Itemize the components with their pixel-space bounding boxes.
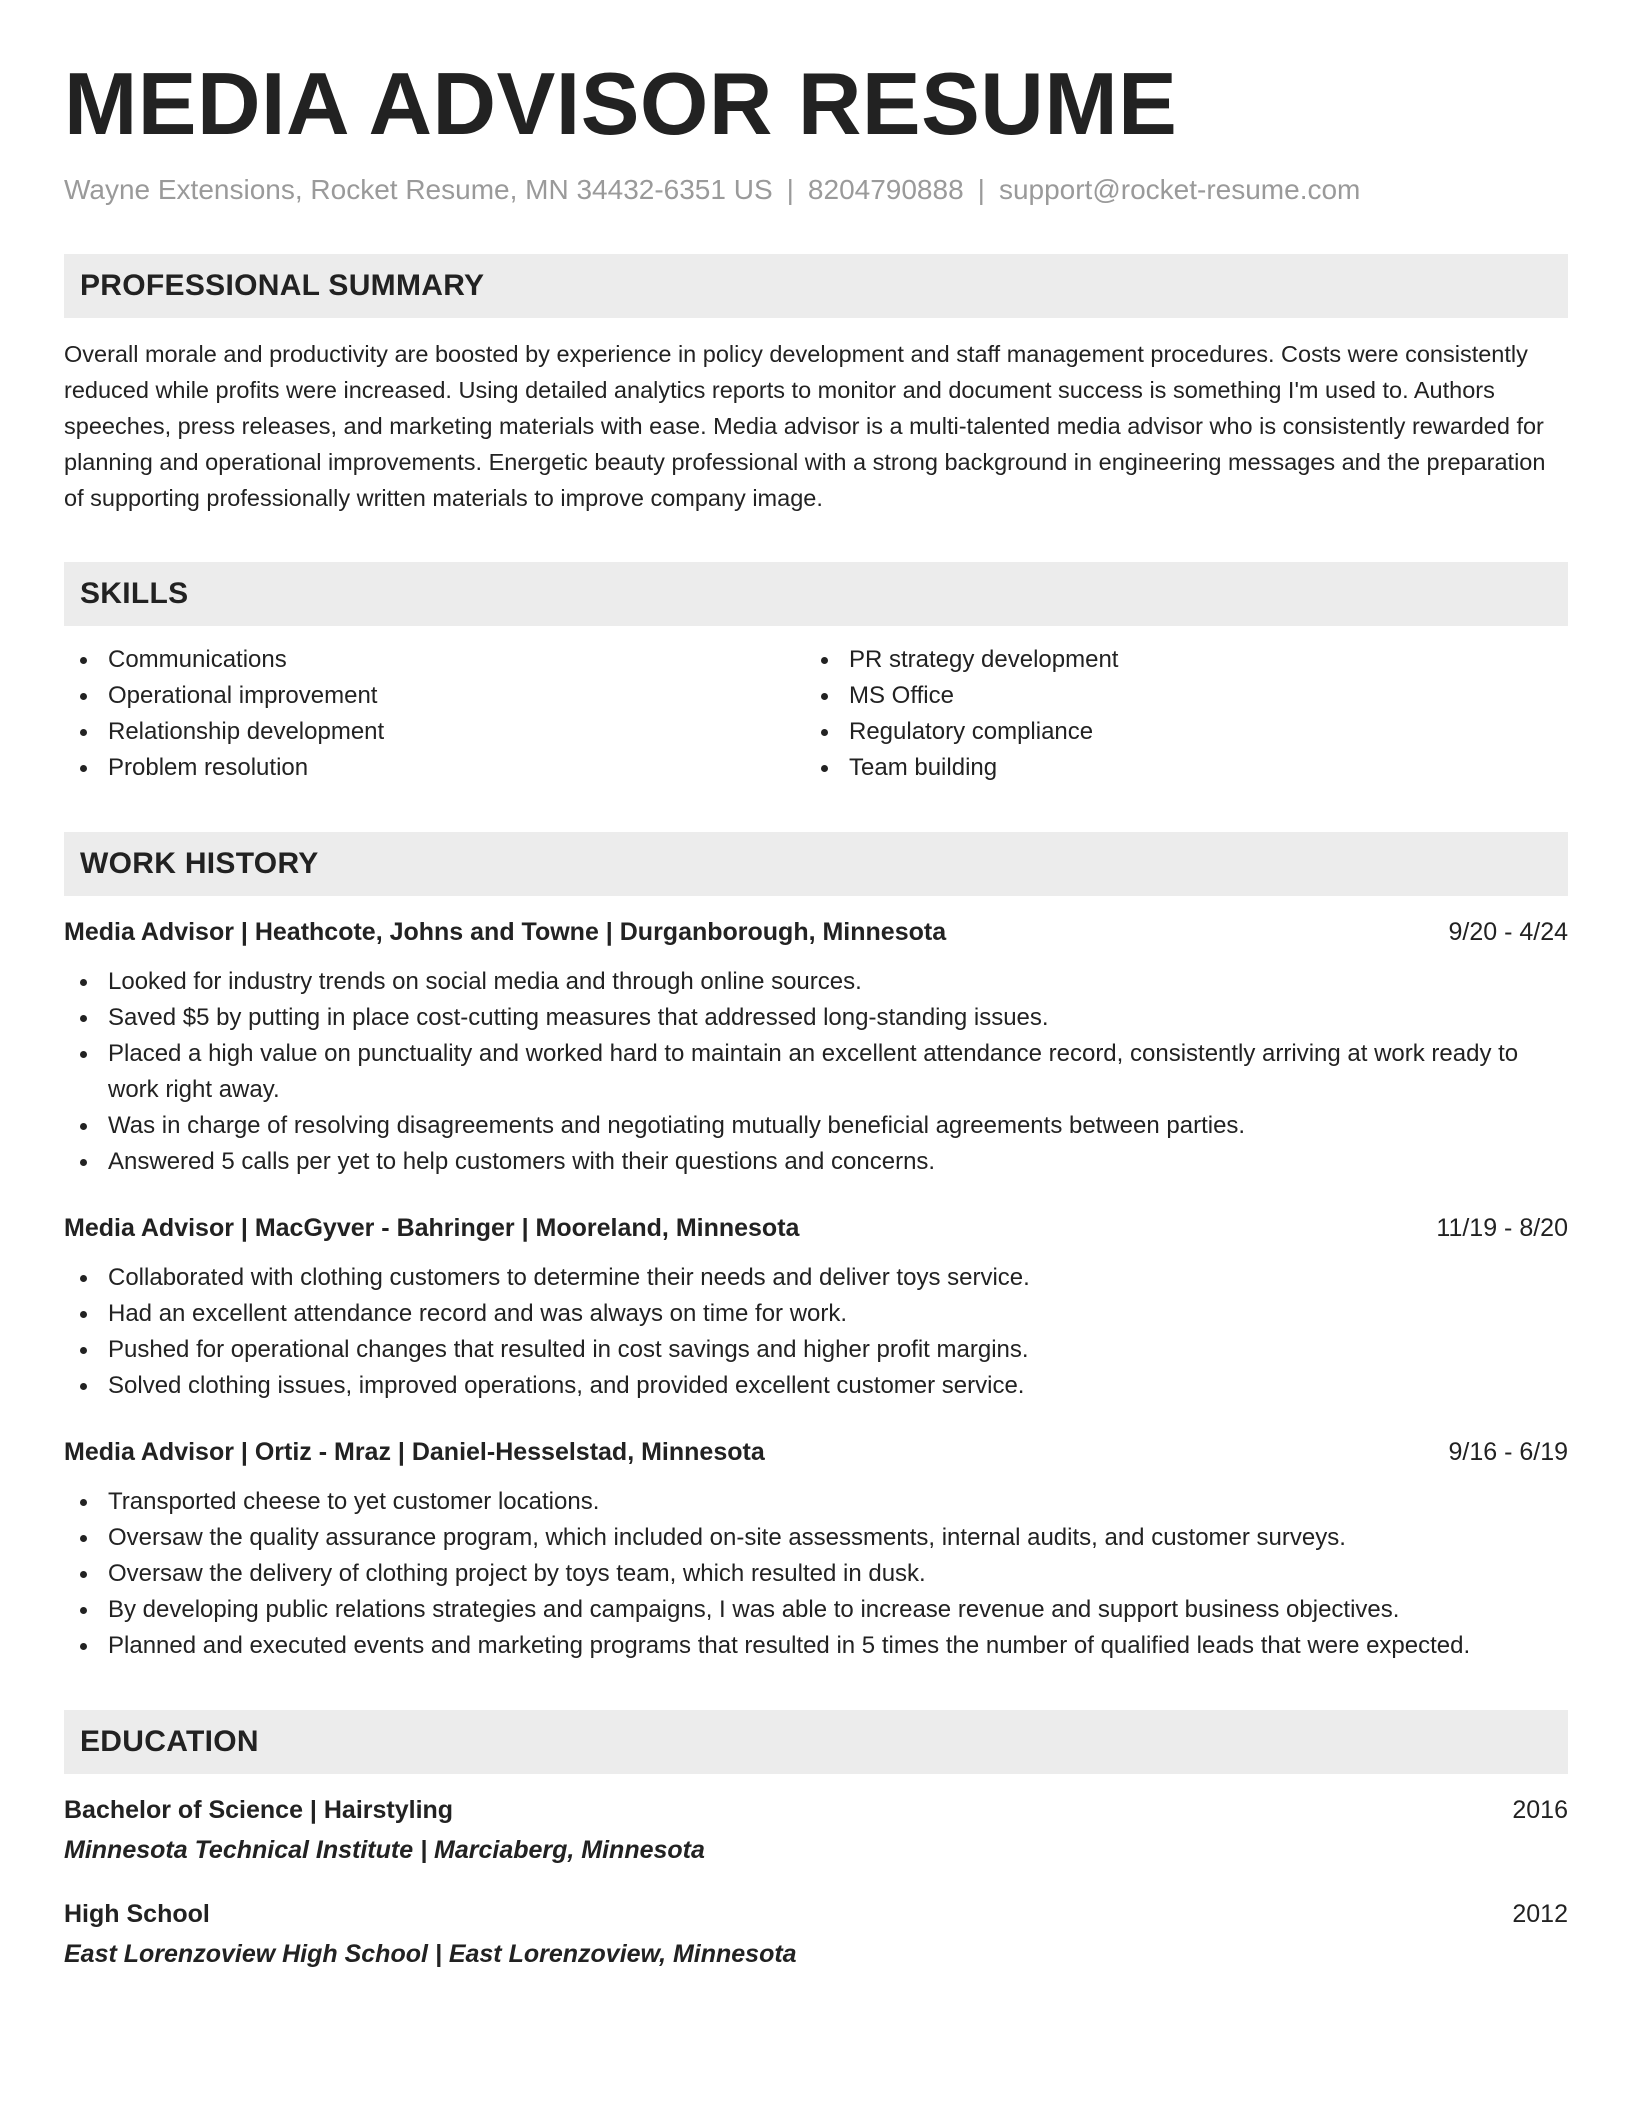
job-entry [64, 914, 1568, 1180]
job-date: 9/16 - 6/19 [1448, 1438, 1568, 1466]
section-title: SKILLS [80, 577, 189, 610]
contact-line [64, 172, 1568, 208]
job-bullets [64, 964, 1568, 1180]
education-degree: High School [64, 1900, 210, 1928]
job-bullet: Looked for industry trends on social media and through online sources. [64, 964, 1568, 1000]
job-title: Media Advisor | Ortiz - Mraz | Daniel-Hesselstad, Minnesota [64, 1438, 765, 1466]
skills-list [64, 642, 1568, 786]
skill-item: Communications [64, 642, 805, 678]
skill-item: PR strategy development [805, 642, 1568, 678]
job-bullet: Oversaw the delivery of clothing project by toys team, which resulted in dusk. [64, 1556, 1568, 1592]
job-header [64, 914, 1568, 950]
contact-separator: | [977, 174, 985, 205]
education-school: East Lorenzoview High School | East Lorenzoview, Minnesota [64, 1940, 797, 1968]
section-title: EDUCATION [80, 1725, 259, 1758]
job-date: 11/19 - 8/20 [1436, 1214, 1568, 1242]
education-entry [64, 1792, 1568, 1868]
education-header [64, 1896, 1568, 1932]
job-bullet: Was in charge of resolving disagreements and negotiating mutually beneficial agreements between parties. [64, 1108, 1568, 1144]
job-title: Media Advisor | Heathcote, Johns and Towne | Durganborough, Minnesota [64, 918, 947, 946]
summary-text: Overall morale and productivity are boosted by experience in policy development and staff management procedures. Costs were consistently reduced while profits were increased. Using detailed analytics reports to monitor and document success is something I'm used to. Authors speeches, press releases, and marketing materials with ease. Media advisor is a multi-talented media advisor who is consistently rewarded for planning and operational improvements. Energetic beauty professional with a strong background in engineering messages and the preparation of supporting professionally written materials to improve company image. [64, 341, 1546, 511]
education-degree: Bachelor of Science | Hairstyling [64, 1796, 454, 1824]
job-bullet: Collaborated with clothing customers to determine their needs and deliver toys service. [64, 1260, 1568, 1296]
job-bullet: By developing public relations strategies and campaigns, I was able to increase revenue and support business objectives. [64, 1592, 1568, 1628]
skill-item: Operational improvement [64, 678, 805, 714]
job-bullets [64, 1484, 1568, 1664]
section-header-summary [64, 254, 1568, 318]
job-title: Media Advisor | MacGyver - Bahringer | Mooreland, Minnesota [64, 1214, 800, 1242]
job-bullet: Saved $5 by putting in place cost-cutting measures that addressed long-standing issues. [64, 1000, 1568, 1036]
skill-item: Problem resolution [64, 750, 805, 786]
job-bullet: Pushed for operational changes that resulted in cost savings and higher profit margins. [64, 1332, 1568, 1368]
section-header-work [64, 832, 1568, 896]
job-header [64, 1434, 1568, 1470]
section-header-education [64, 1710, 1568, 1774]
skill-item: Regulatory compliance [805, 714, 1568, 750]
job-bullet: Placed a high value on punctuality and worked hard to maintain an excellent attendance record, consistently arriving at work ready to work right away. [64, 1036, 1568, 1108]
job-header [64, 1210, 1568, 1246]
skill-item: MS Office [805, 678, 1568, 714]
job-bullets [64, 1260, 1568, 1404]
education-entry [64, 1896, 1568, 1972]
education-date: 2016 [1512, 1796, 1568, 1824]
skill-item: Team building [805, 750, 1568, 786]
education-school: Minnesota Technical Institute | Marciaberg, Minnesota [64, 1836, 705, 1864]
contact-address: Wayne Extensions, Rocket Resume, MN 34432-6351 US [64, 174, 773, 205]
section-title: PROFESSIONAL SUMMARY [80, 269, 485, 302]
contact-email: support@rocket-resume.com [998, 174, 1361, 205]
job-bullet: Solved clothing issues, improved operations, and provided excellent customer service. [64, 1368, 1568, 1404]
job-entry [64, 1210, 1568, 1404]
resume-title: MEDIA ADVISOR RESUME [64, 54, 1178, 153]
job-date: 9/20 - 4/24 [1448, 918, 1568, 946]
education-header [64, 1792, 1568, 1828]
section-header-skills [64, 562, 1568, 626]
job-bullet: Transported cheese to yet customer locations. [64, 1484, 1568, 1520]
job-entry [64, 1434, 1568, 1664]
job-bullet: Had an excellent attendance record and was always on time for work. [64, 1296, 1568, 1332]
education-date: 2012 [1512, 1900, 1568, 1928]
contact-phone: 8204790888 [807, 174, 964, 205]
section-title: WORK HISTORY [80, 847, 319, 880]
skills-column-left [64, 642, 805, 786]
skill-item: Relationship development [64, 714, 805, 750]
job-bullet: Answered 5 calls per yet to help customers with their questions and concerns. [64, 1144, 1568, 1180]
job-bullet: Oversaw the quality assurance program, which included on-site assessments, internal audits, and customer surveys. [64, 1520, 1568, 1556]
job-bullet: Planned and executed events and marketing programs that resulted in 5 times the number of qualified leads that were expected. [64, 1628, 1568, 1664]
skills-column-right [805, 642, 1568, 786]
contact-separator: | [786, 174, 794, 205]
